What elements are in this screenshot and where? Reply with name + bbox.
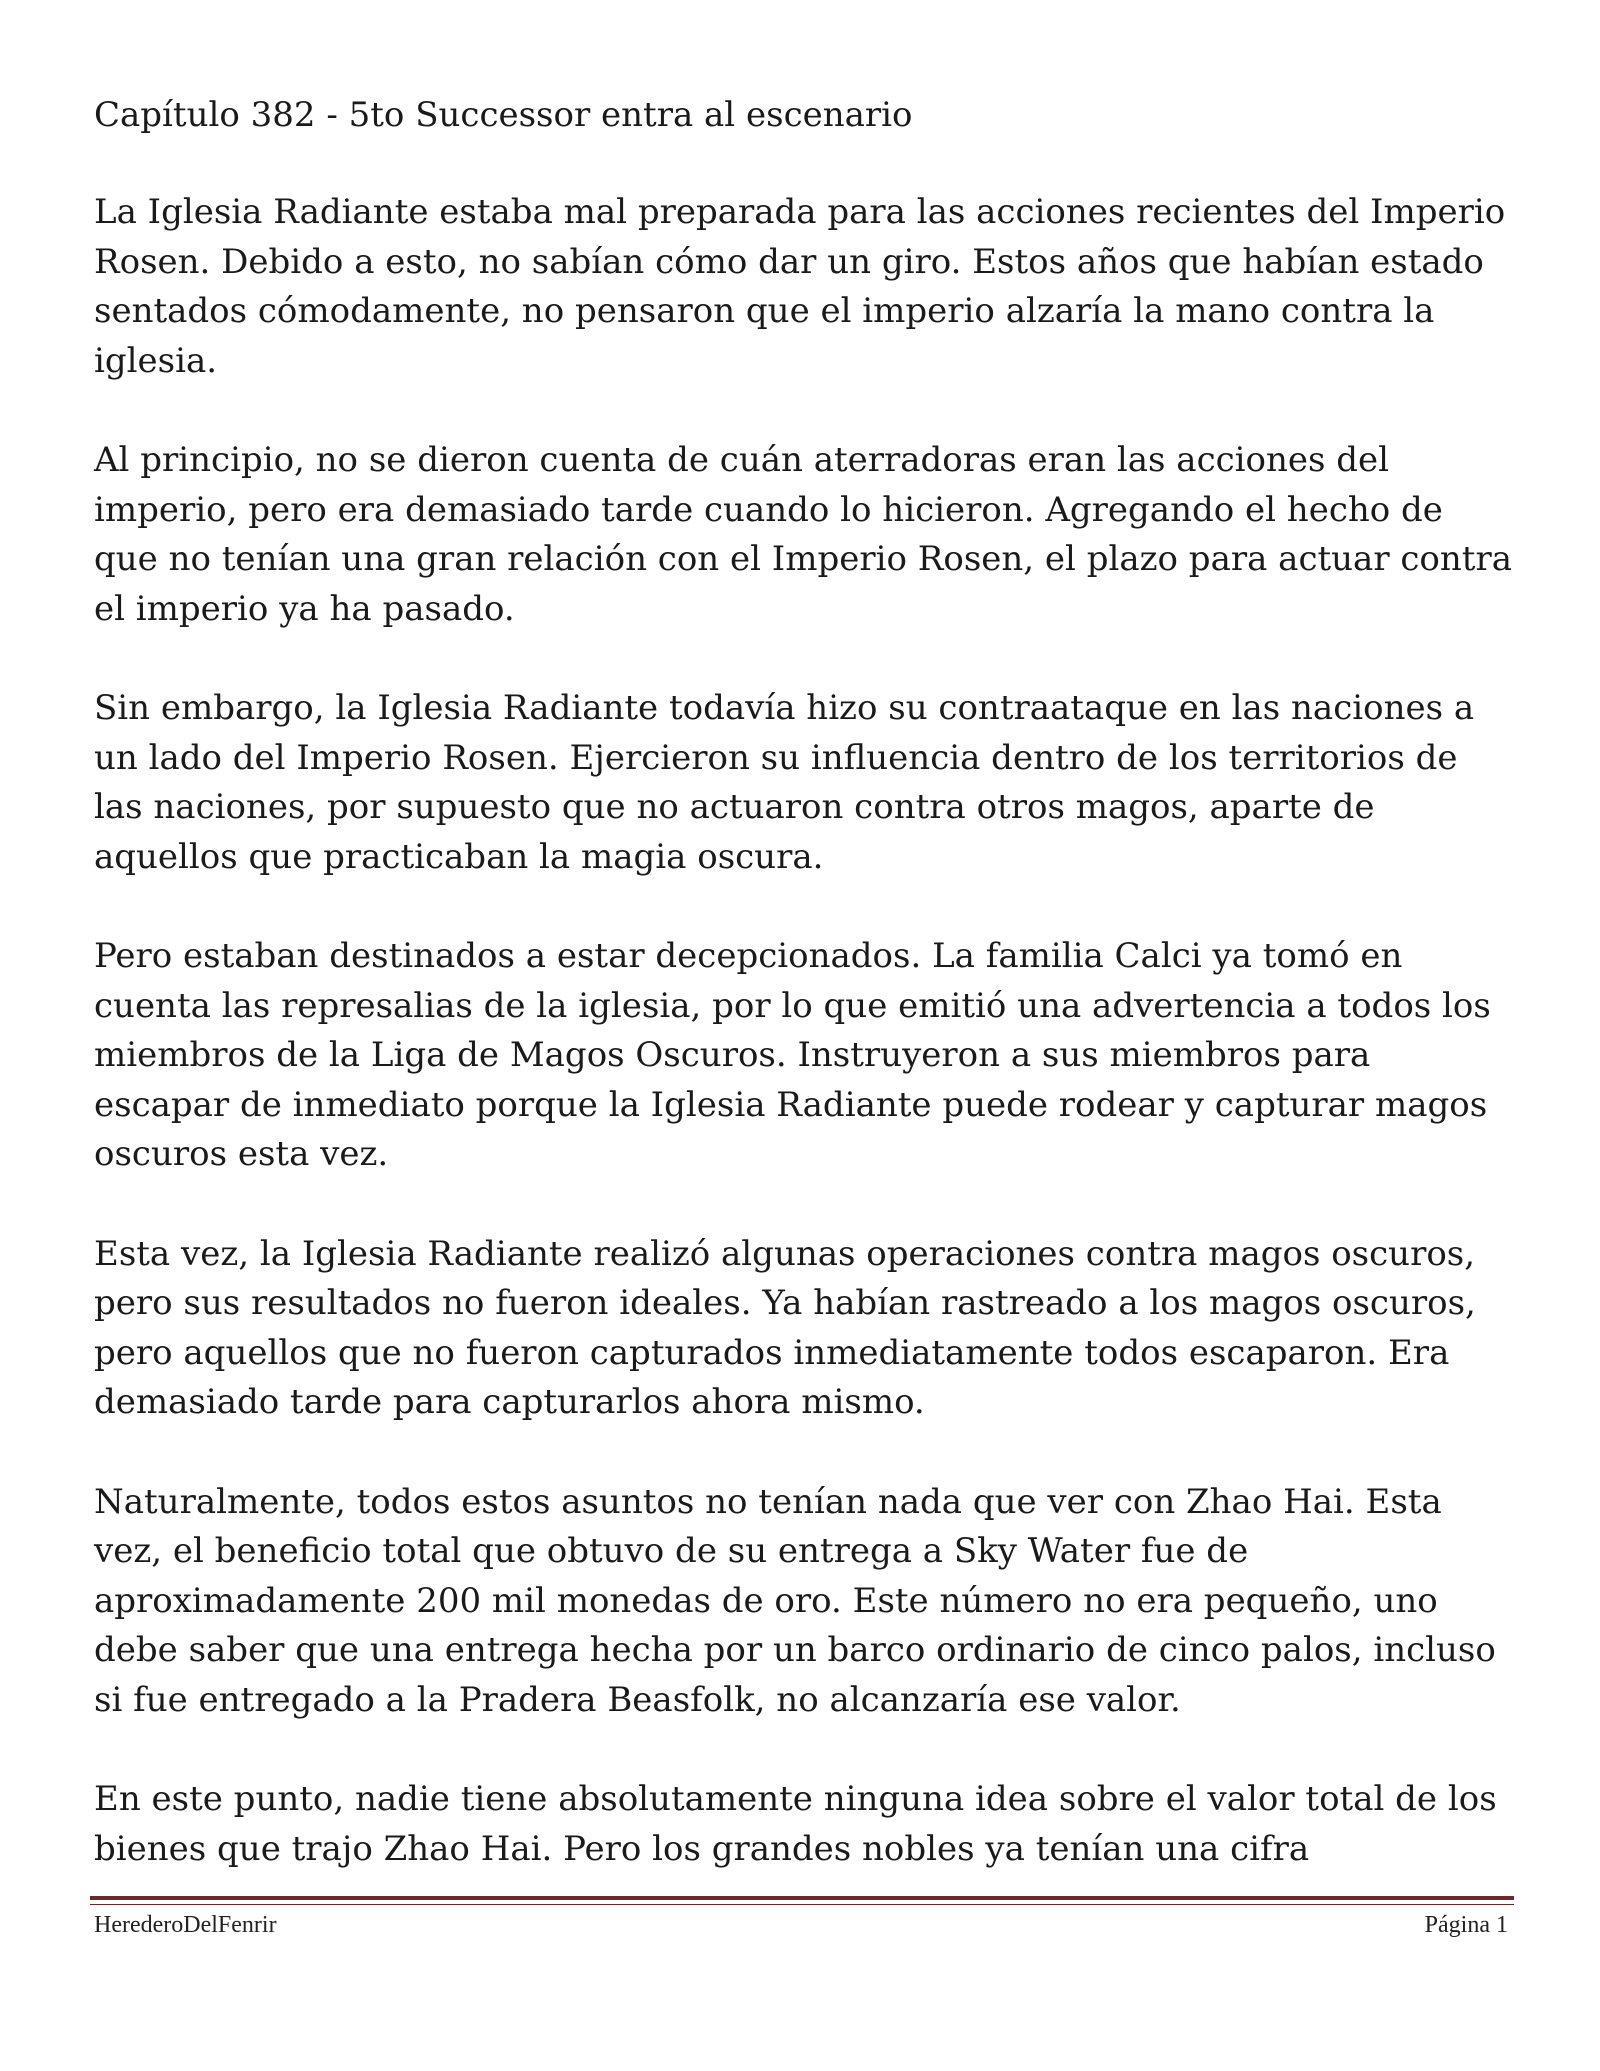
footer-author: HerederoDelFenrir [94, 1912, 277, 1938]
footer-page-number: Página 1 [1424, 1912, 1508, 1938]
paragraph-3: Sin embargo, la Iglesia Radiante todavía hizo su contraataque en las naciones a un lado del Imperio Rosen. Ejercieron su influencia dentro de los territorios de las naciones, por supuesto que no actuaron contra otros magos, aparte de aquellos que practicaban la magia oscura. [94, 688, 1475, 877]
chapter-title: Capítulo 382 - 5to Successor entra al escenario [94, 95, 913, 135]
document-page [94, 90, 1514, 1924]
footer-divider-thin [90, 1904, 1514, 1905]
paragraph-6: Naturalmente, todos estos asuntos no tenían nada que ver con Zhao Hai. Esta vez, el beneficio total que obtuvo de su entrega a Sky Water fue de aproximadamente 200 mil monedas de oro. Este número no era pequeño, uno debe saber que una entrega hecha por un barco ordinario de cinco palos, incluso si fue entregado a la Pradera Beasfolk, no alcanzaría ese valor. [94, 1481, 1496, 1720]
paragraph-7: En este punto, nadie tiene absolutamente ninguna idea sobre el valor total de los bienes que trajo Zhao Hai. Pero los grandes nobles ya tenían una cifra [94, 1779, 1497, 1869]
footer-divider [90, 1896, 1514, 1900]
paragraph-1: La Iglesia Radiante estaba mal preparada para las acciones recientes del Imperio Rosen. Debido a esto, no sabían cómo dar un giro. Estos años que habían estado sentados cómodamente, no pensaron que el imperio alzaría la mano contra la iglesia. [94, 192, 1506, 381]
paragraph-4: Pero estaban destinados a estar decepcionados. La familia Calci ya tomó en cuenta las represalias de la iglesia, por lo que emitió una advertencia a todos los miembros de la Liga de Magos Oscuros. Instruyeron a sus miembros para escapar de inmediato porque la Iglesia Radiante puede rodear y capturar magos oscuros esta vez. [94, 936, 1491, 1174]
paragraph-2: Al principio, no se dieron cuenta de cuán aterradoras eran las acciones del imperio, pero era demasiado tarde cuando lo hicieron. Agregando el hecho de que no tenían una gran relación con el Imperio Rosen, el plazo para actuar contra el imperio ya ha pasado. [94, 440, 1512, 629]
paragraph-5: Esta vez, la Iglesia Radiante realizó algunas operaciones contra magos oscuros, pero sus resultados no fueron ideales. Ya habían rastreado a los magos oscuros, pero aquellos que no fueron capturados inmediatamente todos escaparon. Era demasiado tarde para capturarlos ahora mismo. [94, 1233, 1476, 1422]
